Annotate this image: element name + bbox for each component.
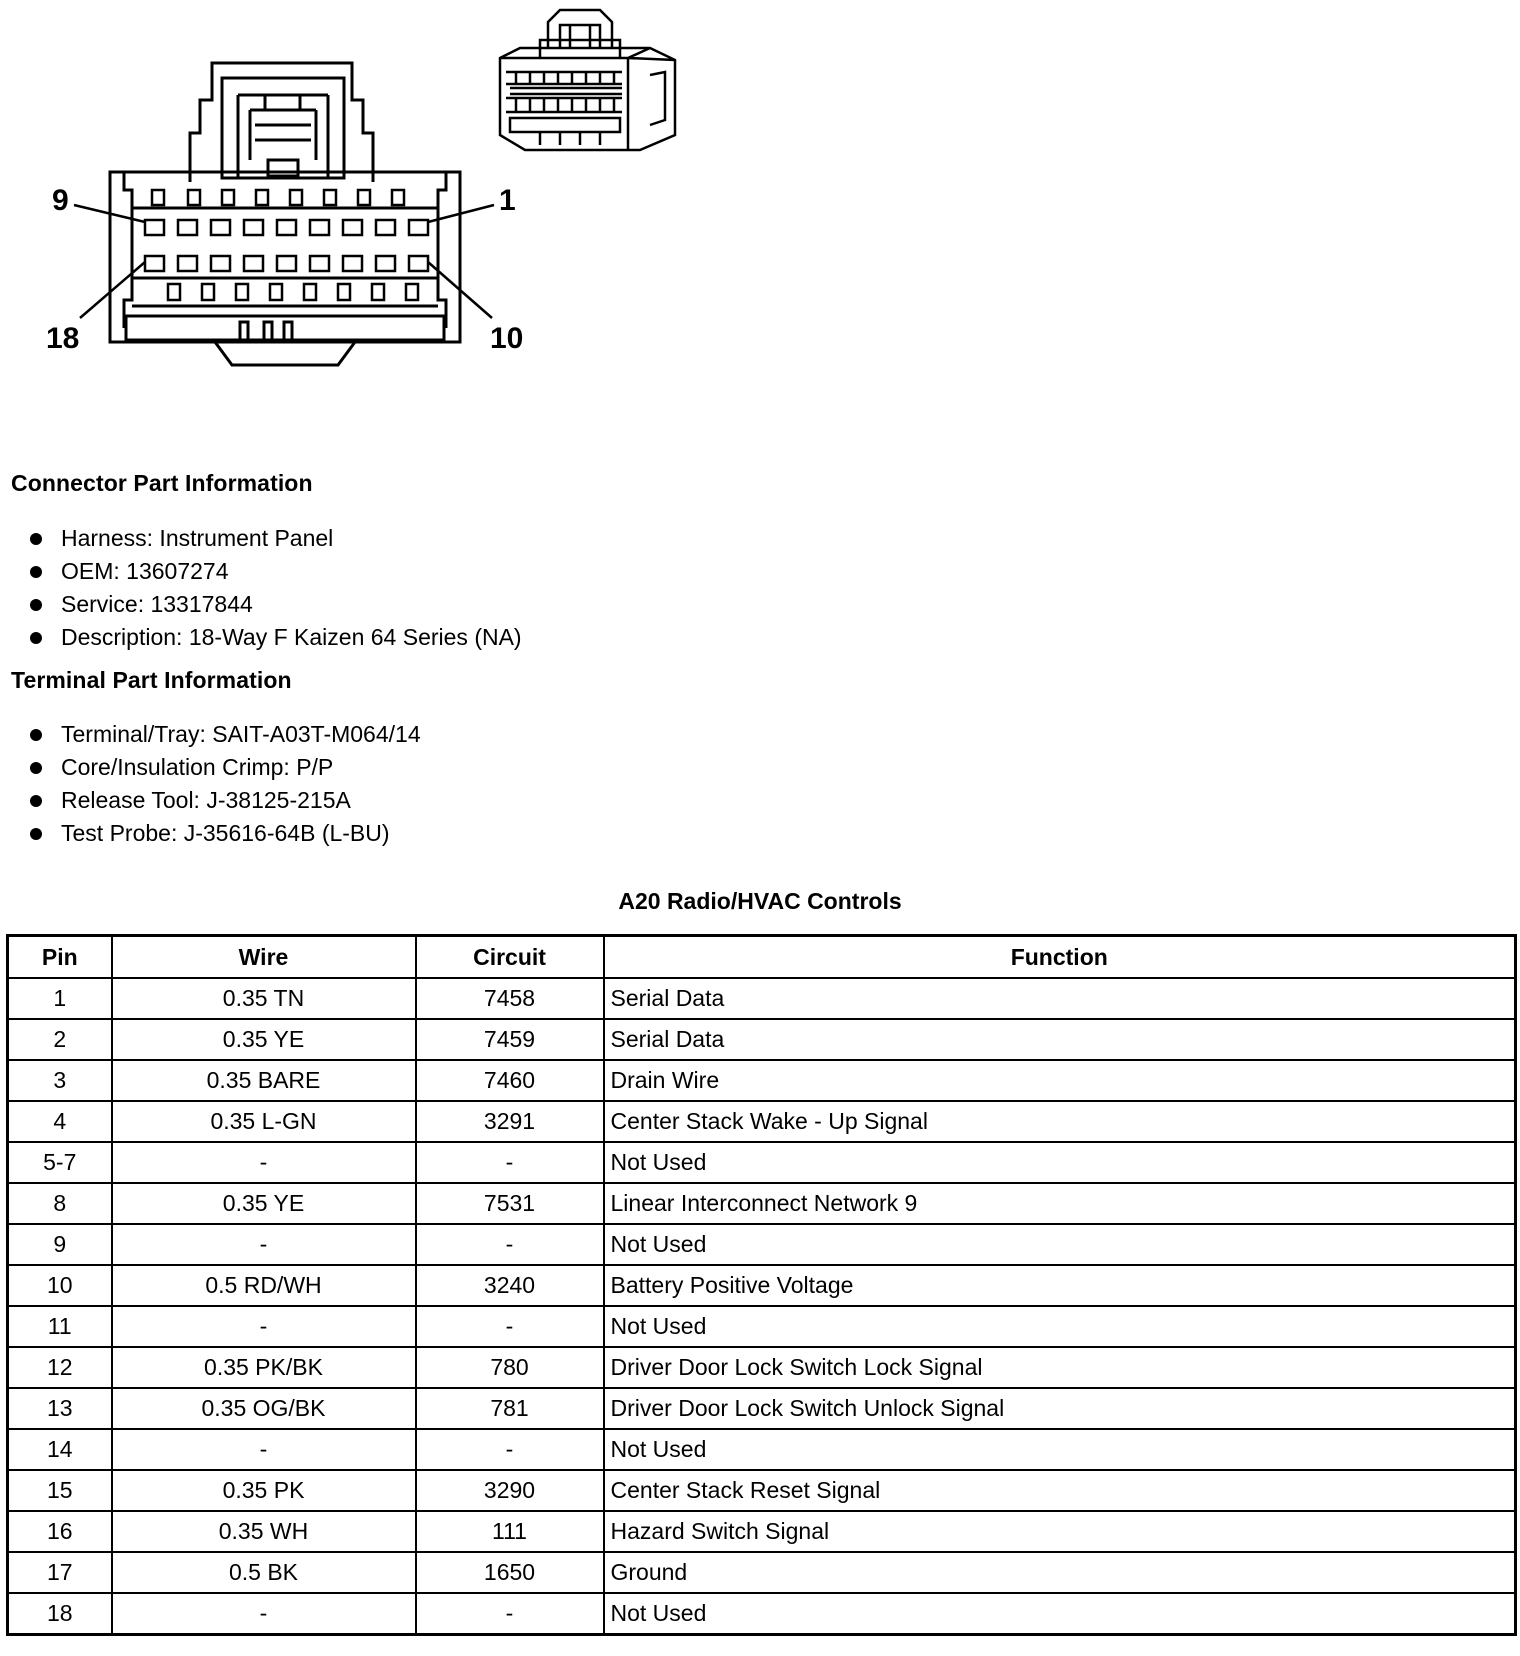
terminal-info-list xyxy=(30,718,421,850)
table-row xyxy=(8,1142,1516,1183)
cell-wire: 0.5 BK xyxy=(112,1552,416,1593)
cell-circuit: - xyxy=(416,1142,604,1183)
table-title: A20 Radio/HVAC Controls xyxy=(618,888,902,914)
table-row xyxy=(8,1552,1516,1593)
cell-pin: 13 xyxy=(8,1388,112,1429)
body-side-notch-left xyxy=(124,172,132,328)
cell-wire: 0.5 RD/WH xyxy=(112,1265,416,1306)
cell-pin: 17 xyxy=(8,1552,112,1593)
cell-circuit: 3290 xyxy=(416,1470,604,1511)
cell-circuit: 3291 xyxy=(416,1101,604,1142)
cell-function: Not Used xyxy=(604,1224,1516,1265)
cell-pin: 8 xyxy=(8,1183,112,1224)
cell-pin: 4 xyxy=(8,1101,112,1142)
cell-function: Drain Wire xyxy=(604,1060,1516,1101)
connector-diagram xyxy=(0,0,700,380)
cell-function: Not Used xyxy=(604,1142,1516,1183)
lower-cavity-row xyxy=(168,284,418,300)
upper-cavity-row xyxy=(152,190,404,205)
cell-function: Driver Door Lock Switch Lock Signal xyxy=(604,1347,1516,1388)
table-row xyxy=(8,1183,1516,1224)
bottom-key-slots xyxy=(240,322,292,340)
table-row xyxy=(8,1388,1516,1429)
pin-label-1: 1 xyxy=(499,184,516,217)
terminal-info-release-tool: Release Tool: J-38125-215A xyxy=(30,784,421,817)
table-header-row xyxy=(8,936,1516,979)
cell-function: Center Stack Reset Signal xyxy=(604,1470,1516,1511)
cell-wire: 0.35 YE xyxy=(112,1183,416,1224)
table-row xyxy=(8,1593,1516,1635)
cell-pin: 14 xyxy=(8,1429,112,1470)
table-row xyxy=(8,1265,1516,1306)
table-row xyxy=(8,1511,1516,1552)
header-wire: Wire xyxy=(112,936,416,979)
table-row xyxy=(8,1347,1516,1388)
terminal-info-title: Terminal Part Information xyxy=(11,667,292,693)
pin-row-top xyxy=(145,220,428,235)
cell-wire: - xyxy=(112,1224,416,1265)
table-row xyxy=(8,978,1516,1019)
cell-pin: 12 xyxy=(8,1347,112,1388)
cell-pin: 16 xyxy=(8,1511,112,1552)
cell-wire: 0.35 YE xyxy=(112,1019,416,1060)
cell-wire: 0.35 PK xyxy=(112,1470,416,1511)
cell-wire: 0.35 PK/BK xyxy=(112,1347,416,1388)
cell-circuit: 1650 xyxy=(416,1552,604,1593)
cell-function: Linear Interconnect Network 9 xyxy=(604,1183,1516,1224)
cell-circuit: - xyxy=(416,1224,604,1265)
cell-pin: 2 xyxy=(8,1019,112,1060)
cell-function: Hazard Switch Signal xyxy=(604,1511,1516,1552)
cell-function: Not Used xyxy=(604,1429,1516,1470)
cell-pin: 3 xyxy=(8,1060,112,1101)
cell-circuit: 7531 xyxy=(416,1183,604,1224)
cell-circuit: - xyxy=(416,1306,604,1347)
cell-pin: 10 xyxy=(8,1265,112,1306)
cell-wire: - xyxy=(112,1306,416,1347)
cell-function: Not Used xyxy=(604,1593,1516,1635)
cell-wire: - xyxy=(112,1142,416,1183)
cell-wire: - xyxy=(112,1593,416,1635)
connector-info-oem: OEM: 13607274 xyxy=(30,555,522,588)
cell-pin: 5-7 xyxy=(8,1142,112,1183)
terminal-info-test-probe: Test Probe: J-35616-64B (L-BU) xyxy=(30,817,421,850)
cell-wire: 0.35 L-GN xyxy=(112,1101,416,1142)
table-row xyxy=(8,1060,1516,1101)
connector-isometric-picture xyxy=(500,10,675,150)
connector-info-harness: Harness: Instrument Panel xyxy=(30,522,522,555)
cell-pin: 18 xyxy=(8,1593,112,1635)
latch-tab xyxy=(268,160,298,176)
latch-window xyxy=(222,78,344,178)
table-row xyxy=(8,1306,1516,1347)
header-function: Function xyxy=(604,936,1516,979)
connector-latch xyxy=(190,63,373,182)
connector-info-list xyxy=(30,522,522,654)
cell-wire: 0.35 WH xyxy=(112,1511,416,1552)
cell-circuit: 781 xyxy=(416,1388,604,1429)
table-row xyxy=(8,1224,1516,1265)
cell-function: Driver Door Lock Switch Unlock Signal xyxy=(604,1388,1516,1429)
connector-info-service: Service: 13317844 xyxy=(30,588,522,621)
table-row xyxy=(8,1019,1516,1060)
table-row xyxy=(8,1101,1516,1142)
connector-info-title: Connector Part Information xyxy=(11,470,313,496)
cell-circuit: 7458 xyxy=(416,978,604,1019)
cell-function: Center Stack Wake - Up Signal xyxy=(604,1101,1516,1142)
body-side-notch-right xyxy=(438,172,446,328)
cell-pin: 9 xyxy=(8,1224,112,1265)
cell-wire: 0.35 BARE xyxy=(112,1060,416,1101)
pin-label-9: 9 xyxy=(52,184,69,217)
cell-pin: 11 xyxy=(8,1306,112,1347)
cell-circuit: 111 xyxy=(416,1511,604,1552)
cell-pin: 1 xyxy=(8,978,112,1019)
pin-row-bottom xyxy=(145,256,428,271)
bottom-tab xyxy=(215,342,355,365)
cell-circuit: - xyxy=(416,1429,604,1470)
table-row xyxy=(8,1470,1516,1511)
header-circuit: Circuit xyxy=(416,936,604,979)
cell-circuit: - xyxy=(416,1593,604,1635)
connector-info-description: Description: 18-Way F Kaizen 64 Series (NA) xyxy=(30,621,522,654)
cell-function: Serial Data xyxy=(604,1019,1516,1060)
leader-line-18 xyxy=(80,262,145,318)
latch-detail xyxy=(238,95,328,178)
header-pin: Pin xyxy=(8,936,112,979)
cell-function: Serial Data xyxy=(604,978,1516,1019)
cell-circuit: 3240 xyxy=(416,1265,604,1306)
cell-function: Ground xyxy=(604,1552,1516,1593)
cell-circuit: 7459 xyxy=(416,1019,604,1060)
pin-table xyxy=(6,934,1517,1636)
pin-table-body xyxy=(8,978,1516,1635)
cell-circuit: 780 xyxy=(416,1347,604,1388)
cell-wire: 0.35 OG/BK xyxy=(112,1388,416,1429)
pin-label-10: 10 xyxy=(490,322,524,355)
terminal-info-tray: Terminal/Tray: SAIT-A03T-M064/14 xyxy=(30,718,421,751)
terminal-info-crimp: Core/Insulation Crimp: P/P xyxy=(30,751,421,784)
cell-wire: - xyxy=(112,1429,416,1470)
cell-circuit: 7460 xyxy=(416,1060,604,1101)
cell-function: Not Used xyxy=(604,1306,1516,1347)
cell-pin: 15 xyxy=(8,1470,112,1511)
table-row xyxy=(8,1429,1516,1470)
cell-function: Battery Positive Voltage xyxy=(604,1265,1516,1306)
pin-label-18: 18 xyxy=(46,322,80,355)
cell-wire: 0.35 TN xyxy=(112,978,416,1019)
